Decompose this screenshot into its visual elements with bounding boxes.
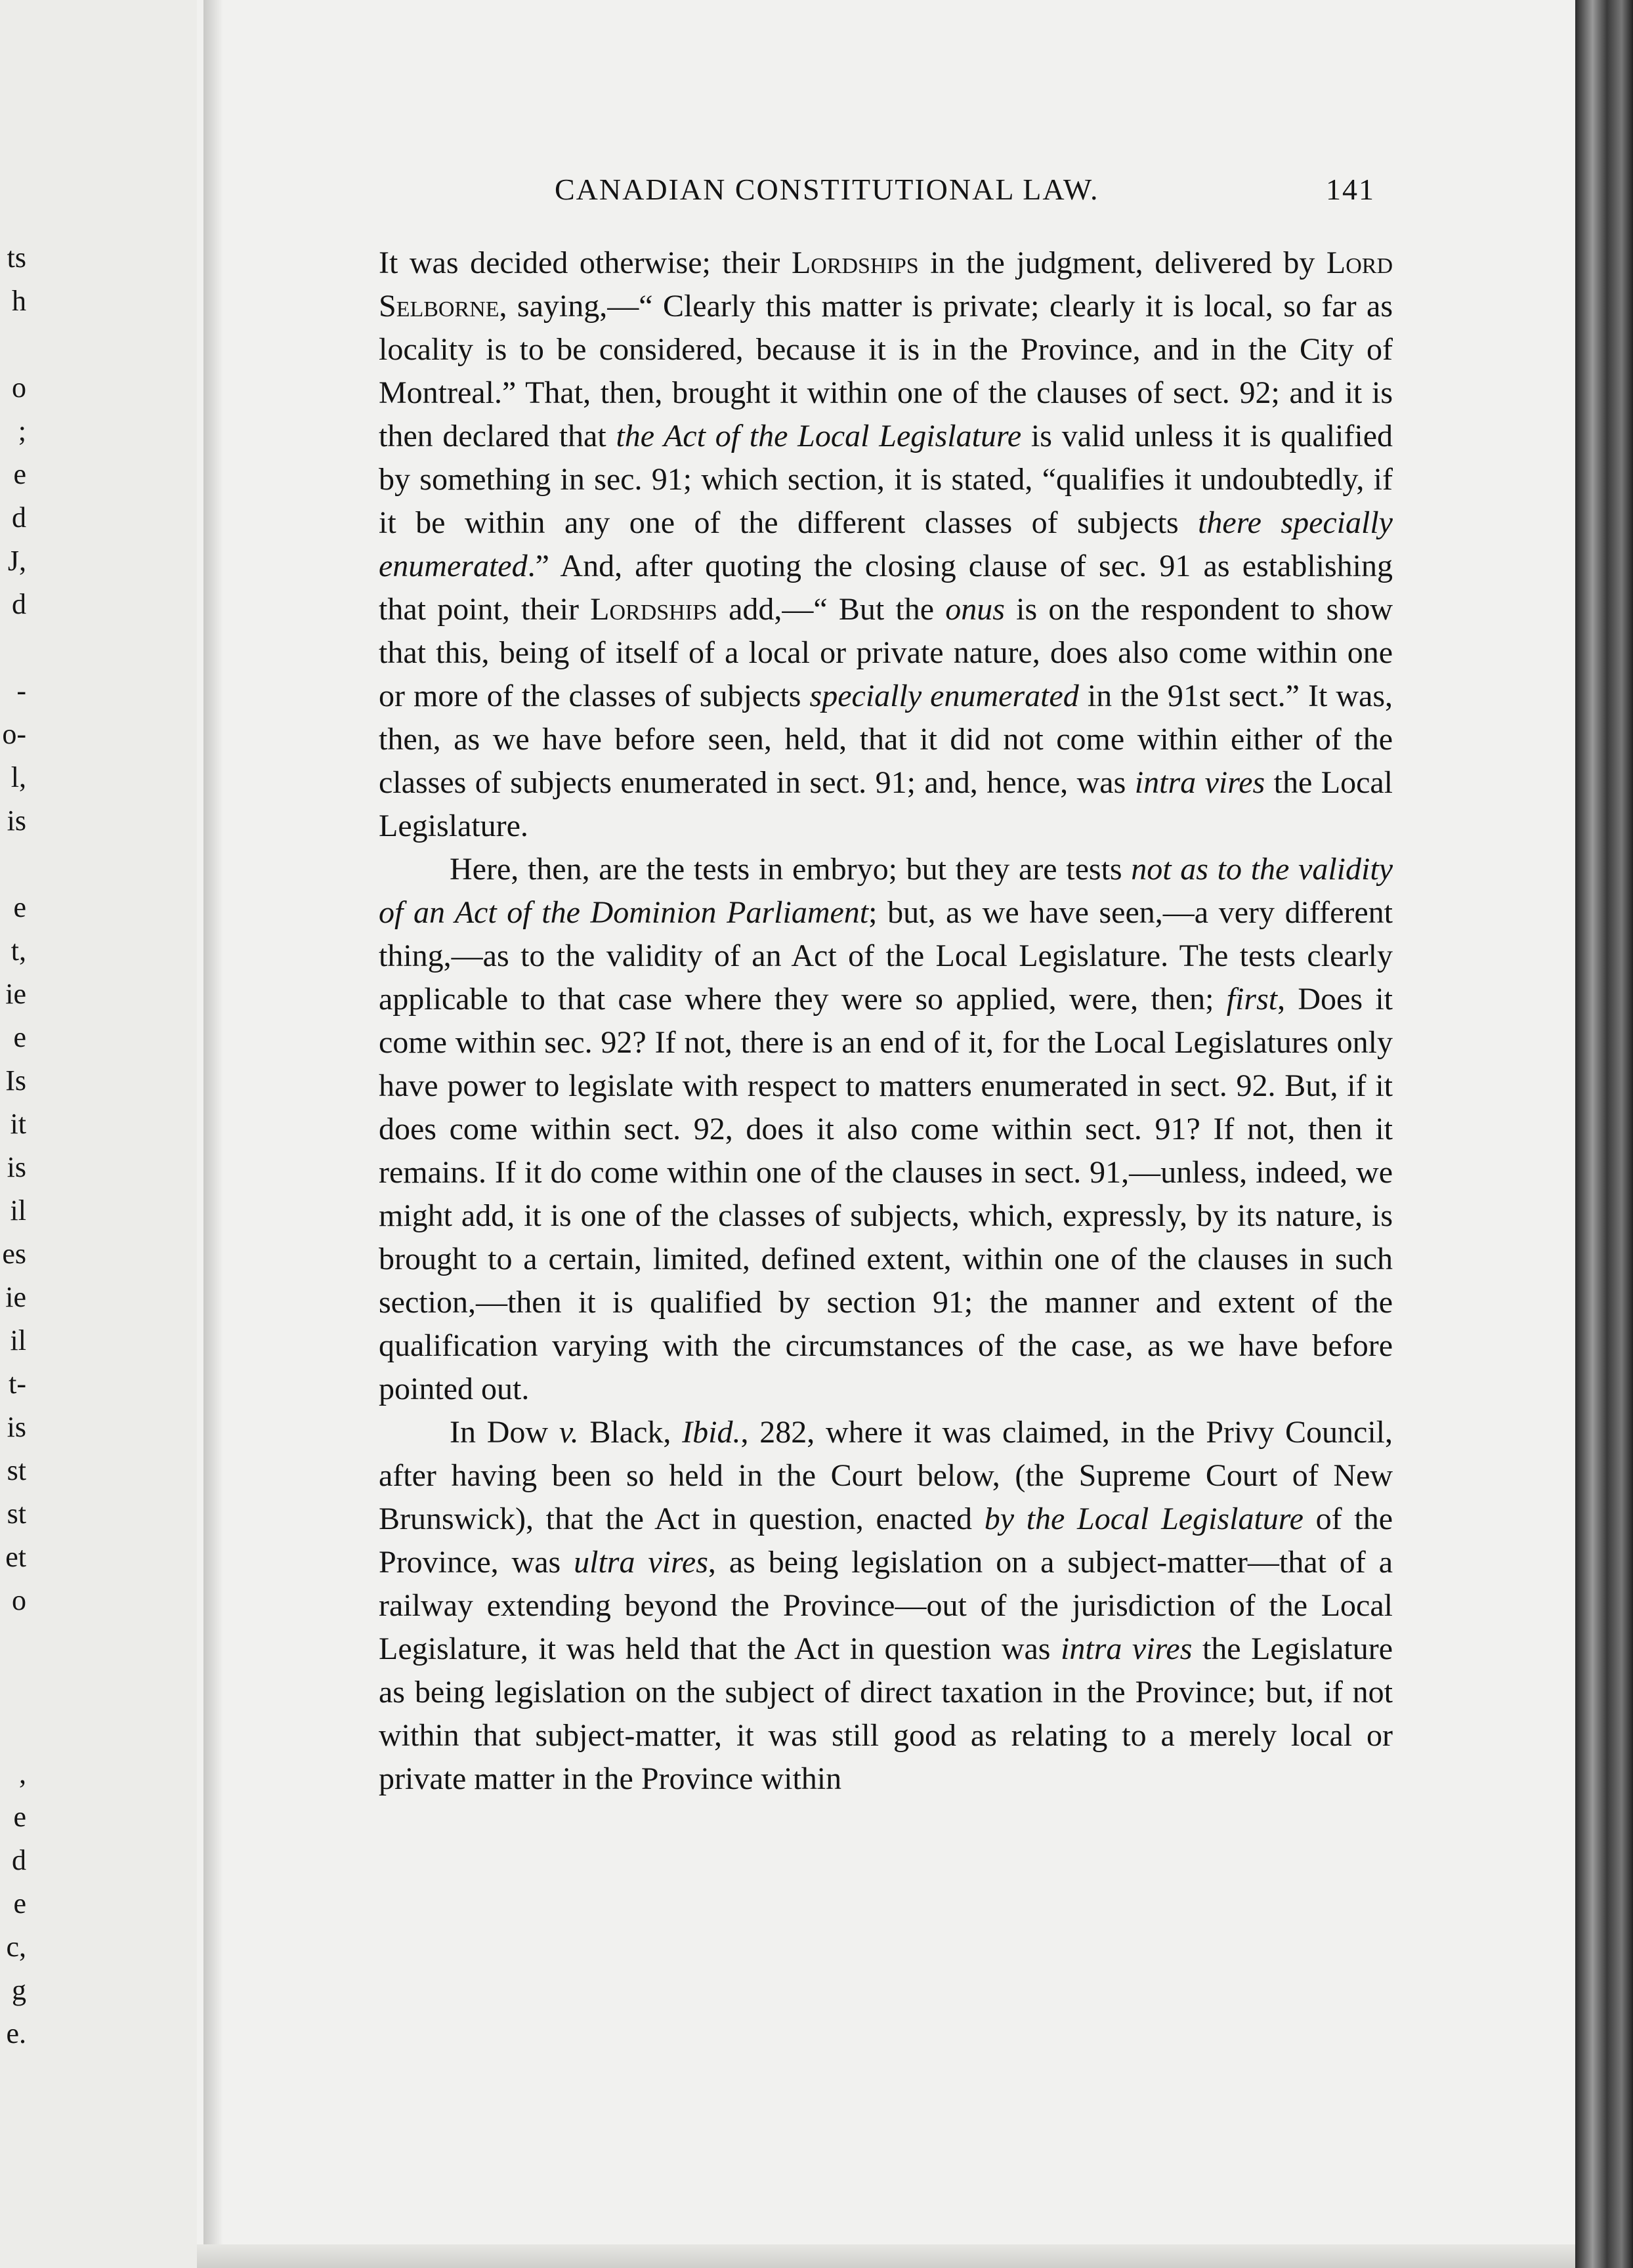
previous-page-fragment: , <box>19 1757 26 1790</box>
text-run: is valid unless it is qualified by something in sec. 91; which section, it is stated, “qualifies it undoubtedly, if it be within any one of the different classes of subjects <box>379 419 1393 540</box>
text-run: , saying,—“ Clearly this matter is private; clearly it is local, so far as locality is to be considered, because it is in the Province, and in the City of Montreal.” That, then, brought it within one of the clauses of sect. 92; and it is then declared that <box>379 289 1393 453</box>
text-run: ; but, as we have seen,—a very different thing,—as to the validity of an Act of the Local Legislature. The tests clearly applicable to that case where they were so applied, were, then; <box>379 895 1393 1017</box>
previous-page-fragment: e <box>13 1021 26 1053</box>
text-run: in the 91st sect.” It was, then, as we have before seen, held, that it did not come within either of the classes of subjects enumerated in sect. 91; and, hence, was <box>379 679 1393 800</box>
previous-page-fragment: ; <box>18 415 26 447</box>
previous-page-fragment: d <box>12 1844 26 1876</box>
previous-page-fragment: Is <box>5 1064 26 1097</box>
text-run: .” And, after quoting the closing clause of sec. 91 as establishing that point, their <box>379 549 1393 627</box>
small-caps-text: Lordships <box>791 245 919 280</box>
previous-page-fragment: o- <box>2 718 26 750</box>
previous-page-fragment: t- <box>9 1368 26 1400</box>
italic-text: intra vires <box>1061 1631 1193 1666</box>
previous-page-fragment <box>0 843 26 886</box>
previous-page-fragment: ie <box>5 1281 26 1313</box>
previous-page-fragment: il <box>10 1194 26 1227</box>
text-run: , as being legislation on a subject-matter—that of a railway extending beyond the Province—out of the jurisdiction of the Local Legislature, it was held that the Act in question was <box>379 1545 1393 1666</box>
small-caps-text: Lord Selborne <box>379 245 1393 324</box>
previous-page-fragment: d <box>12 501 26 534</box>
running-head <box>555 172 1375 218</box>
text-run: In Dow <box>450 1415 559 1450</box>
italic-text: the Act of the Local Legislature <box>616 419 1022 453</box>
text-run: Here, then, are the tests in embryo; but they are tests <box>450 852 1132 887</box>
italic-text: intra vires <box>1134 765 1265 800</box>
previous-page-fragment <box>0 1666 26 1709</box>
previous-page-fragment: o <box>12 1584 26 1616</box>
text-run: Black, <box>578 1415 683 1450</box>
previous-page-fragment: t, <box>11 934 26 967</box>
text-run: in the judgment, delivered by <box>918 245 1326 280</box>
previous-page-fragment: is <box>7 1411 26 1443</box>
italic-text: v. <box>559 1415 579 1450</box>
previous-page-fragment: ie <box>5 978 26 1010</box>
previous-page-fragment: et <box>5 1541 26 1573</box>
italic-text: Ibid. <box>682 1415 741 1450</box>
body-text <box>379 242 1393 1801</box>
previous-page-fragment: h <box>12 285 26 317</box>
italic-text: there specially enumerated <box>379 505 1393 583</box>
spine-shadow <box>203 0 223 2268</box>
text-run: add,—“ But the <box>717 592 946 627</box>
previous-page-fragment <box>0 1622 26 1666</box>
small-caps-text: Lordships <box>590 592 717 627</box>
text-run: is on the respondent to show that this, being of itself of a local or private nature, does also come within one or more of the classes of subjects <box>379 592 1393 713</box>
text-run: the Local Legislature. <box>379 765 1393 843</box>
previous-page-fragment: e. <box>6 2017 26 2049</box>
previous-page-text-fragments <box>0 236 26 2055</box>
previous-page-fragment: ts <box>7 242 26 274</box>
previous-page-fragment: es <box>2 1238 26 1270</box>
previous-page-fragment: st <box>7 1498 26 1530</box>
previous-page-fragment: J, <box>7 545 26 577</box>
previous-page-fragment: c, <box>6 1931 26 1963</box>
previous-page-fragment: it <box>10 1108 26 1140</box>
previous-page-fragment: g <box>12 1974 26 2006</box>
previous-page-fragment <box>0 323 26 366</box>
text-run: the Legislature as being legislation on the subject of direct taxation in the Province; but, if not within that subject-matter, it was still good as relating to a merely local or private matter in the Province within <box>379 1631 1393 1796</box>
previous-page-fragment <box>0 626 26 669</box>
running-title: CANADIAN CONSTITUTIONAL LAW. <box>555 173 1099 206</box>
italic-text: ultra vires <box>574 1545 708 1580</box>
previous-page-fragment: e <box>13 458 26 490</box>
previous-page-fragment: l, <box>11 761 26 793</box>
italic-text: onus <box>945 592 1005 627</box>
previous-page-fragment: e <box>13 891 26 923</box>
italic-text: not as to the validity of an Act of the Dominion Parliament <box>379 852 1393 930</box>
previous-page-fragment: o <box>12 371 26 404</box>
previous-page-fragment: is <box>7 1151 26 1183</box>
page-number: 141 <box>1326 173 1375 206</box>
previous-page-fragment: e <box>13 1801 26 1833</box>
paragraph <box>379 848 1393 1411</box>
page-bottom-edge <box>197 2244 1575 2268</box>
italic-text: by the Local Legislature <box>984 1502 1304 1536</box>
previous-page-fragment: st <box>7 1454 26 1486</box>
paragraph <box>379 242 1393 848</box>
italic-text: specially enumerated <box>809 679 1079 713</box>
previous-page-edge <box>0 0 197 2268</box>
paragraph <box>379 1411 1393 1801</box>
previous-page-fragment: e <box>13 1887 26 1920</box>
previous-page-fragment: - <box>16 675 26 707</box>
previous-page-fragment <box>0 1709 26 1752</box>
previous-page-fragment: is <box>7 805 26 837</box>
text-run: , Does it come within sec. 92? If not, there is an end of it, for the Local Legislatures only have power to legislate with respect to matters enumerated in sect. 92. But, if it does come within sect. 92, does it also come within sect. 91? If not, then it remains. If it do come within one of the clauses in sect. 91,—unless, indeed, we might add, it is one of the classes of subjects, which, expressly, by its nature, is brought to a certain, limited, defined extent, within one of the clauses in such section,—then it is qualified by section 91; the manner and extent of the qualification varying with the circumstances of the case, as we have before pointed out. <box>379 982 1393 1406</box>
previous-page-fragment: d <box>12 588 26 620</box>
text-run: , 282, where it was claimed, in the Privy Council, after having been so held in the Court below, (the Supreme Court of New Brunswick), that the Act in question, enacted <box>379 1415 1393 1536</box>
page-stack-edge <box>1575 0 1633 2268</box>
text-run: of the Province, was <box>379 1502 1393 1580</box>
text-run: It was decided otherwise; their <box>379 245 792 280</box>
italic-text: first <box>1226 982 1278 1017</box>
previous-page-fragment: il <box>10 1324 26 1356</box>
